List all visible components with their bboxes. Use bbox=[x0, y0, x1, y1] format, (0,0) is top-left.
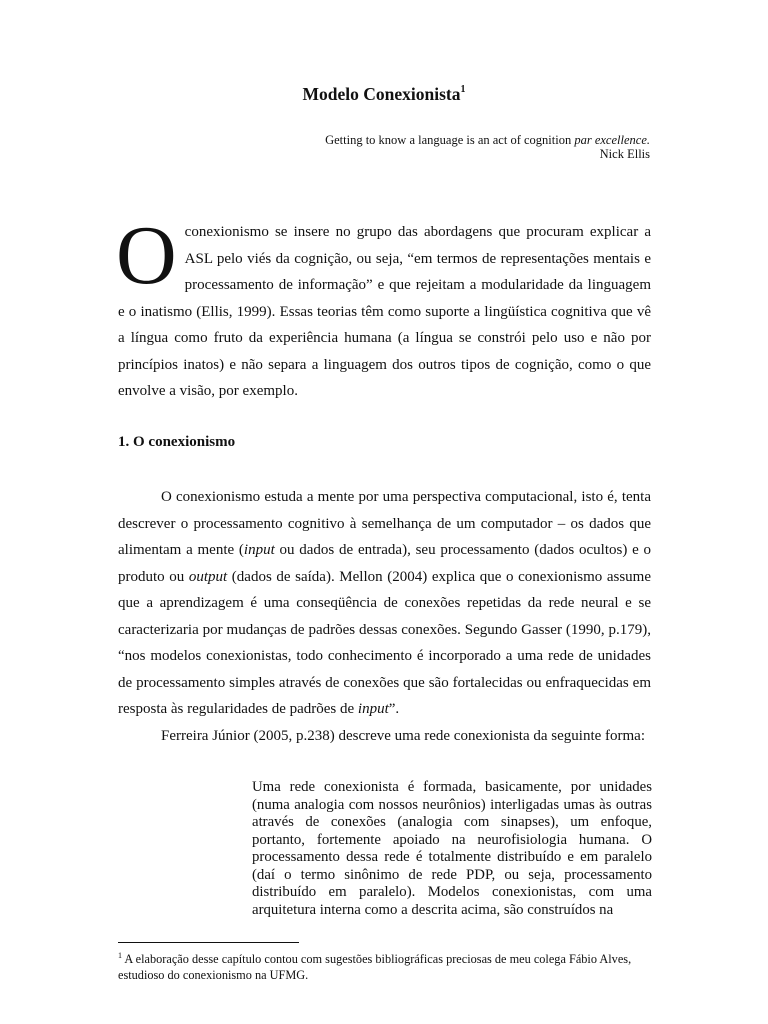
page-title bbox=[0, 84, 768, 105]
paragraph-ferreira: Ferreira Júnior (2005, p.238) descreve uma rede conexionista da seguinte forma: bbox=[161, 728, 645, 744]
paragraph-text: O conexionismo estuda a mente por uma perspectiva computacional, isto é, tenta descrever o processamento cognitivo à semelhança de um computador – os dados que alimentam a mente ( bbox=[118, 489, 651, 558]
paragraph-text: (dados de saída). Mellon (2004) explica que o conexionismo assume que a aprendizagem é uma conseqüência de conexões repetidas da rede neural e se caracterizaria por mudanças de padrões dessas conexões. Segundo Gasser (1990, p.179), “nos modelos conexionistas, todo conhecimento é incorporado a uma rede de unidades de processamento simples através de conexões que são fortalecidas ou enfraquecidas em resposta às regularidades de padrões de bbox=[118, 568, 651, 717]
paragraph-intro-text: conexionismo se insere no grupo das abordagens que procuram explicar a ASL pelo viés da cognição, ou seja, “em termos de representações mentais e processamento de informação” e que rejeitam a modularidade da linguagem e o inatismo (Ellis, 1999). Essas teorias têm como suporte a lingüística cognitiva que vê a língua como fruto da experiência humana (a língua se constrói pelo uso e não por princípios inatos) e não separa a linguagem dos outros tipos de cognição, como o que envolve a visão, por exemplo. bbox=[118, 224, 651, 399]
footnote-divider bbox=[118, 942, 299, 943]
paragraph-text: ou dados de entrada), seu processamento (dados ocultos) e o produto ou bbox=[118, 542, 651, 585]
paragraph-intro bbox=[116, 209, 651, 405]
epigraph bbox=[325, 133, 650, 161]
epigraph-quote-italic: par excellence. bbox=[574, 133, 650, 147]
paragraph-italic-term: input bbox=[243, 542, 275, 558]
epigraph-author: Nick Ellis bbox=[599, 147, 650, 161]
footnote-mark: 1 bbox=[118, 951, 122, 960]
section-heading: 1. O conexionismo bbox=[118, 434, 236, 450]
paragraph-italic-term: output bbox=[188, 568, 228, 585]
block-quote: Uma rede conexionista é formada, basicamente, por unidades (numa analogia com nossos neurônios) interligadas umas às outras através de conexões (analogia com sinapses), um enfoque, portanto, fortemente apoiado na neurofisiologia humana. O processamento dessa rede é totalmente distribuído e em paralelo (daí o termo sinônimo de rede PDP, ou seja, processamento distribuído em paralelo). Modelos conexionistas, com uma arquitetura interna como a descrita acima, são construídos na bbox=[252, 779, 652, 918]
epigraph-quote-text: Getting to know a language is an act of cognition bbox=[325, 133, 575, 147]
drop-cap: O bbox=[116, 209, 177, 302]
paragraph-text: ”. bbox=[388, 701, 400, 717]
footnote-text: A elaboração desse capítulo contou com sugestões bibliográficas preciosas de meu colega Fábio Alves, estudioso do conexionismo na UFMG. bbox=[118, 952, 632, 982]
paragraph-italic-term: input bbox=[357, 701, 389, 717]
footnote bbox=[118, 948, 651, 983]
title-footnote-mark: 1 bbox=[460, 84, 466, 96]
title-text: Modelo Conexionista bbox=[302, 84, 461, 104]
paragraph-conexionismo bbox=[118, 484, 651, 723]
epigraph-quote bbox=[325, 133, 650, 147]
